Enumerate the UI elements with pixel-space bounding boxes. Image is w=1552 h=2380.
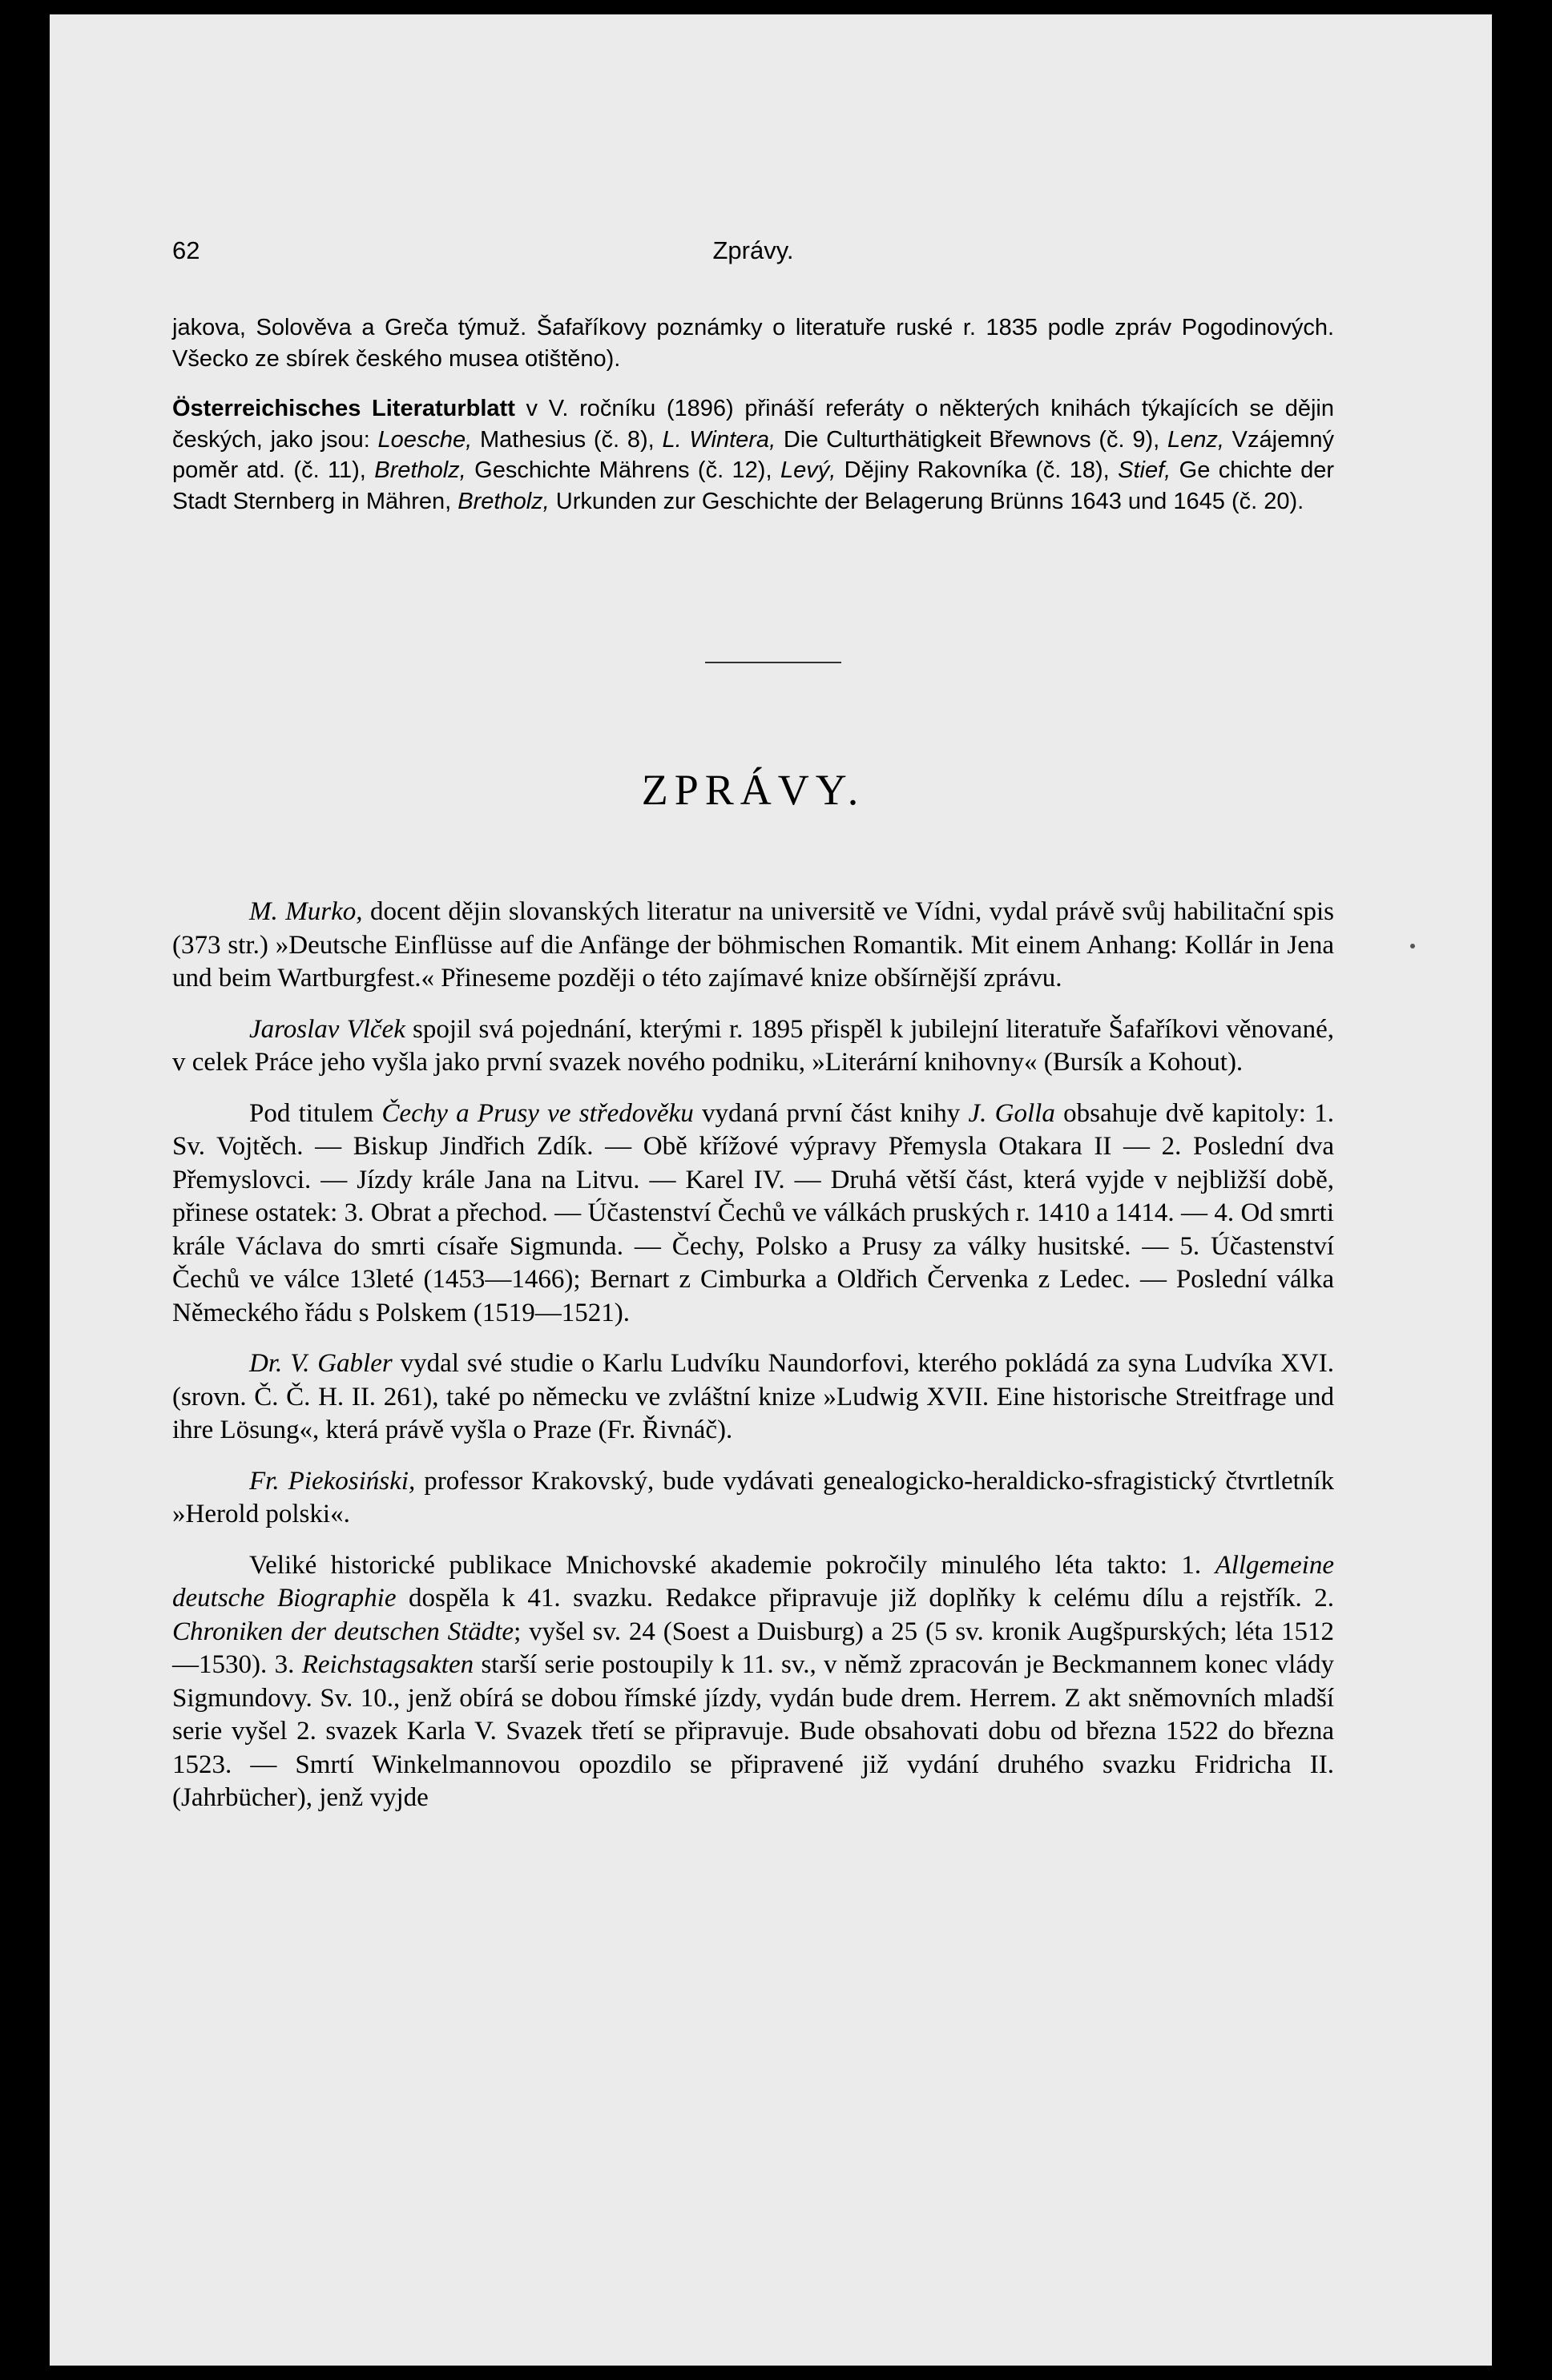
author-name: Bretholz, (374, 457, 466, 483)
journal-title: Österreichisches Literaturblatt (172, 396, 515, 421)
margin-speck (1410, 944, 1415, 948)
author-name: M. Murko, (249, 897, 363, 926)
news-item: Veliké historické publikace Mnichovské akademie pokročily minulého léta takto: 1. Allgemeine deutsche Biographie dospěla k 41. svazku. Redakce připravuje již doplňky k celému dílu a rejstřík. 2. Chroniken der deutschen Städte; vyšel sv. 24 (Soest a Duisburg) a 25 (5 sv. kronik Augšpurských; léta 1512—1530). 3. Reichstagsakten starší serie postoupily k 11. sv., v němž zpracován je Beckmannem konec vlády Sigmundovy. Sv. 10., jenž obírá se dobou římské jízdy, vydán bude drem. Herrem. Z akt sněmovních mladší serie vyšel 2. svazek Karla V. Svazek třetí se připravuje. Bude obsahovati dobu od března 1522 do března 1523. — Smrtí Winkelmannovou opozdilo se připravené již vydání druhého svazku Fridricha II. (Jahrbücher), jenž vyjde (172, 1550, 1335, 1812)
author-name: Jaroslav Vlček (249, 1014, 405, 1044)
section-heading: ZPRÁVY. (641, 766, 865, 814)
news-body (172, 896, 1334, 1815)
author-name: Stief, (1118, 457, 1171, 483)
page-header (172, 236, 1334, 276)
author-name: Levý, (780, 457, 836, 483)
author-name: Dr. V. Gabler (249, 1349, 393, 1378)
continuation-text (172, 312, 1334, 517)
literaturblatt-paragraph: Österreichisches Literaturblatt v V. ročníku (1896) přináší referáty o některých knihách týkajících se dějin českých, jako jsou: Loesche, Mathesius (č. 8), L. Wintera, Die Culturthätigkeit Břewnovs (č. 9), Lenz, Vzájemný poměr atd. (č. 11), Bretholz, Geschichte Mährens (č. 12), Levý, Dějiny Rakovníka (č. 18), Stief, Ge chichte der Stadt Sternberg in Mähren, Bretholz, Urkunden zur Geschichte der Belagerung Brünns 1643 und 1645 (č. 20). (172, 396, 1334, 514)
news-item: Dr. V. Gabler vydal své studie o Karlu Ludvíku Naundorfovi, kterého pokládá za syna Ludvíka XVI. (srovn. Č. Č. H. II. 261), také po německu ve zvláštní knize »Ludwig XVII. Eine historische Streitfrage und ihre Lösung«, která právě vyšla o Praze (Fr. Řivnáč). (172, 1349, 1334, 1444)
author-name: L. Wintera, (662, 426, 776, 453)
publication-title: Reichstagsakten (301, 1650, 474, 1679)
author-name: Fr. Piekosiński, (249, 1466, 416, 1496)
news-item: Pod titulem Čechy a Prusy ve středověku vydaná první část knihy J. Golla obsahuje dvě kapitoly: 1. Sv. Vojtěch. — Biskup Jindřich Zdík. — Obě křížové výpravy Přemysla Otakara II — 2. Poslední dva Přemyslovci. — Jízdy krále Jana na Litvu. — Karel IV. — Druhá větší část, která vyjde v nejbližší době, přinese ostatek: 3. Obrat a přechod. — Účastenství Čechů ve válkách pruských r. 1410 a 1414. — 4. Od smrti krále Václava do smrti císaře Sigmunda. — Čechy, Polsko a Prusy za války husitské. — 5. Účastenství Čechů ve válce 13leté (1453—1466); Bernart z Cimburka a Oldřich Červenka z Ledec. — Poslední válka Německého řádu s Polskem (1519—1521). (172, 1098, 1334, 1327)
page-number: 62 (172, 236, 200, 264)
news-item: M. Murko, docent dějin slovanských literatur na universitě ve Vídni, vydal právě svůj habilitační spis (373 str.) »Deutsche Einflüsse auf die Anfänge der böhmischen Romantik. Mit einem Anhang: Kollár in Jena und beim Wartburgfest.« Přineseme později o této zajímavé knize obšírnější zprávu. (172, 897, 1334, 993)
running-head: Zprávy. (712, 236, 794, 264)
publication-title: Chroniken der deutschen Städte (172, 1617, 514, 1646)
author-name: Bretholz, (458, 488, 550, 514)
news-item: Jaroslav Vlček spojil svá pojednání, kterými r. 1895 přispěl k jubilejní literatuře Šafaříkovi věnované, v celek Práce jeho vyšla jako první svazek nového podniku, »Literární knihovny« (Bursík a Kohout). (172, 1014, 1334, 1077)
author-name: J. Golla (968, 1098, 1055, 1128)
author-name: Lenz, (1167, 426, 1224, 453)
section-divider (705, 662, 841, 663)
author-name: Loesche, (377, 426, 473, 453)
publication-title: Allgemeine deutsche Biographie (172, 1550, 1334, 1613)
continuation-paragraph: jakova, Solověva a Greča týmuž. Šafaříkovy poznámky o literatuře ruské r. 1835 podle zpráv Pogodinových. Všecko ze sbírek českého musea otištěno). (172, 315, 1334, 372)
book-title: Čechy a Prusy ve středověku (381, 1098, 694, 1128)
news-item: Fr. Piekosiński, professor Krakovský, bude vydávati genealogicko-heraldicko-sfragistický čtvrtletník »Herold polski«. (172, 1466, 1334, 1528)
